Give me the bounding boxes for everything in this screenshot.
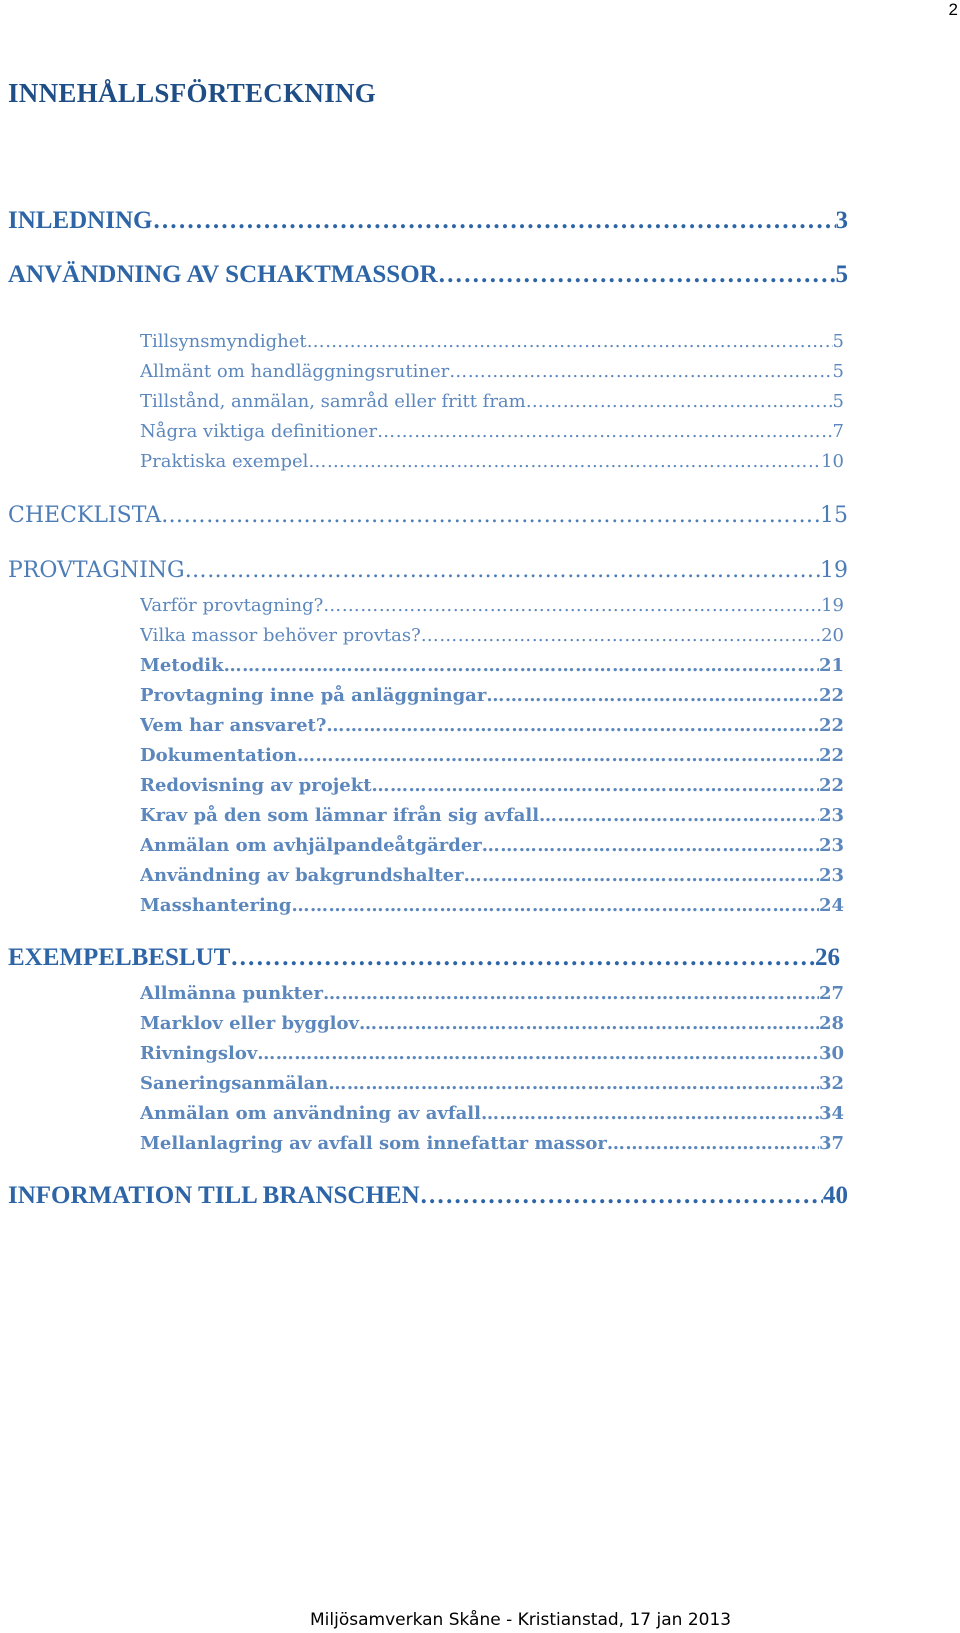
toc-entry-label: Saneringsanmälan bbox=[140, 1073, 329, 1094]
toc-leader-dots bbox=[607, 1133, 819, 1154]
toc-entry-label: EXEMPELBESLUT bbox=[8, 944, 231, 971]
toc-entry-label: PROVTAGNING bbox=[8, 558, 185, 583]
toc-entry-masshantering[interactable] bbox=[140, 895, 844, 916]
toc-entry-page: 26 bbox=[815, 944, 840, 971]
toc-leader-dots bbox=[526, 391, 833, 412]
toc-entry-page: 22 bbox=[818, 715, 844, 736]
toc-entry-vilka-massor[interactable] bbox=[140, 625, 844, 646]
toc-entry-saneringsanmalan[interactable] bbox=[140, 1073, 844, 1094]
toc-entry-krav-avfall[interactable] bbox=[140, 805, 844, 826]
toc-leader-dots bbox=[328, 1073, 819, 1094]
toc-entry-label: Redovisning av projekt bbox=[140, 775, 372, 796]
toc-entry-page: 5 bbox=[832, 391, 844, 412]
toc-entry-label: Vilka massor behöver provtas? bbox=[140, 625, 421, 646]
toc-entry-definitioner[interactable] bbox=[140, 421, 844, 442]
toc-leader-dots bbox=[297, 745, 819, 766]
toc-entry-page: 32 bbox=[818, 1073, 844, 1094]
toc-entry-label: Marklov eller bygglov bbox=[140, 1013, 359, 1034]
toc-leader-dots bbox=[230, 944, 815, 972]
toc-leader-dots bbox=[539, 805, 819, 826]
toc-entry-label: ANVÄNDNING AV SCHAKTMASSOR bbox=[8, 261, 438, 288]
toc-leader-dots bbox=[464, 865, 819, 886]
toc-entry-label: INFORMATION TILL BRANSCHEN bbox=[8, 1182, 420, 1209]
toc-entry-page: 10 bbox=[821, 451, 844, 472]
toc-leader-dots bbox=[257, 1043, 819, 1064]
toc-entry-page: 34 bbox=[818, 1103, 844, 1124]
toc-entry-page: 5 bbox=[832, 361, 844, 382]
toc-entry-page: 22 bbox=[818, 685, 844, 706]
toc-entry-page: 15 bbox=[820, 503, 848, 528]
toc-leader-dots bbox=[323, 595, 821, 616]
toc-entry-label: Rivningslov bbox=[140, 1043, 258, 1064]
toc-leader-dots bbox=[486, 685, 819, 706]
toc-entry-label: Allmänna punkter bbox=[140, 983, 323, 1004]
toc-leader-dots bbox=[482, 835, 819, 856]
toc-entry-praktiska-exempel[interactable] bbox=[140, 451, 844, 472]
toc-entry-page: 20 bbox=[821, 625, 844, 646]
toc-entry-page: 40 bbox=[823, 1182, 848, 1209]
toc-leader-dots bbox=[481, 1103, 819, 1124]
toc-entry-provtagning[interactable] bbox=[8, 558, 848, 583]
toc-heading: INNEHÅLLSFÖRTECKNING bbox=[8, 78, 377, 108]
page-footer: Miljösamverkan Skåne - Kristianstad, 17 jan 2013 bbox=[310, 1610, 732, 1630]
toc-entry-label: Provtagning inne på anläggningar bbox=[140, 685, 487, 706]
toc-entry-label: Användning av bakgrundshalter bbox=[140, 865, 464, 886]
toc-entry-inledning[interactable] bbox=[8, 207, 848, 235]
toc-leader-dots bbox=[421, 625, 821, 646]
toc-entry-information-branschen[interactable] bbox=[8, 1182, 848, 1210]
toc-entry-label: CHECKLISTA bbox=[8, 503, 162, 528]
toc-entry-tillsynsmyndighet[interactable] bbox=[140, 331, 844, 352]
toc-leader-dots bbox=[185, 558, 820, 583]
toc-entry-label: INLEDNING bbox=[8, 207, 153, 234]
toc-leader-dots bbox=[323, 983, 819, 1004]
toc-leader-dots bbox=[359, 1013, 819, 1034]
toc-entry-page: 5 bbox=[835, 261, 848, 288]
toc-leader-dots bbox=[377, 421, 832, 442]
toc-entry-page: 19 bbox=[820, 558, 848, 583]
toc-entry-label: Metodik bbox=[140, 655, 224, 676]
toc-leader-dots bbox=[152, 207, 835, 235]
toc-entry-page: 3 bbox=[835, 207, 848, 234]
toc-leader-dots bbox=[420, 1182, 823, 1210]
toc-entry-page: 30 bbox=[818, 1043, 844, 1064]
toc-entry-exempelbeslut[interactable] bbox=[8, 944, 840, 972]
toc-entry-label: Vem har ansvaret? bbox=[140, 715, 327, 736]
toc-leader-dots bbox=[291, 895, 818, 916]
toc-leader-dots bbox=[438, 261, 836, 289]
page-number: 2 bbox=[948, 0, 958, 19]
toc-entry-anvandning-av-schaktmassor[interactable] bbox=[8, 261, 848, 289]
toc-entry-tillstand-anmalan[interactable] bbox=[140, 391, 844, 412]
toc-entry-bakgrundshalter[interactable] bbox=[140, 865, 844, 886]
toc-entry-label: Tillsynsmyndighet bbox=[140, 331, 307, 352]
toc-entry-provtagning-anlaggningar[interactable] bbox=[140, 685, 844, 706]
toc-entry-rivningslov[interactable] bbox=[140, 1043, 844, 1064]
toc-entry-anmalan-avfall[interactable] bbox=[140, 1103, 844, 1124]
toc-entry-label: Varför provtagning? bbox=[140, 595, 324, 616]
toc-entry-avhjalpandeatgarder[interactable] bbox=[140, 835, 844, 856]
toc-entry-page: 23 bbox=[818, 835, 844, 856]
toc-entry-redovisning[interactable] bbox=[140, 775, 844, 796]
toc-leader-dots bbox=[307, 331, 833, 352]
toc-leader-dots bbox=[308, 451, 821, 472]
toc-entry-page: 22 bbox=[818, 745, 844, 766]
toc-entry-page: 24 bbox=[818, 895, 844, 916]
toc-entry-page: 19 bbox=[821, 595, 844, 616]
toc-entry-marklov-bygglov[interactable] bbox=[140, 1013, 844, 1034]
toc-leader-dots bbox=[161, 503, 820, 528]
toc-entry-label: Anmälan om användning av avfall bbox=[140, 1103, 481, 1124]
toc-leader-dots bbox=[449, 361, 832, 382]
toc-entry-page: 5 bbox=[832, 331, 844, 352]
toc-entry-label: Dokumentation bbox=[140, 745, 297, 766]
toc-entry-allmanna-punkter[interactable] bbox=[140, 983, 844, 1004]
toc-entry-page: 21 bbox=[818, 655, 844, 676]
toc-entry-page: 23 bbox=[818, 805, 844, 826]
toc-entry-mellanlagring[interactable] bbox=[140, 1133, 844, 1154]
toc-entry-label: Masshantering bbox=[140, 895, 292, 916]
toc-entry-handlaggningsrutiner[interactable] bbox=[140, 361, 844, 382]
toc-entry-page: 7 bbox=[832, 421, 844, 442]
toc-entry-label: Allmänt om handläggningsrutiner bbox=[140, 361, 450, 382]
toc-entry-page: 23 bbox=[818, 865, 844, 886]
toc-entry-page: 28 bbox=[818, 1013, 844, 1034]
toc-entry-label: Krav på den som lämnar ifrån sig avfall bbox=[140, 805, 540, 826]
toc-leader-dots bbox=[326, 715, 819, 736]
toc-leader-dots bbox=[372, 775, 819, 796]
toc-entry-checklista[interactable] bbox=[8, 503, 848, 528]
toc-entry-page: 22 bbox=[818, 775, 844, 796]
toc-entry-vem-har-ansvaret[interactable] bbox=[140, 715, 844, 736]
toc-entry-label: Praktiska exempel bbox=[140, 451, 309, 472]
toc-entry-metodik[interactable] bbox=[140, 655, 844, 676]
toc-entry-varfor-provtagning[interactable] bbox=[140, 595, 844, 616]
toc-entry-label: Mellanlagring av avfall som innefattar massor bbox=[140, 1133, 607, 1154]
toc-entry-label: Anmälan om avhjälpandeåtgärder bbox=[140, 835, 482, 856]
toc-leader-dots bbox=[224, 655, 819, 676]
toc-entry-label: Några viktiga definitioner bbox=[140, 421, 378, 442]
toc-entry-page: 37 bbox=[818, 1133, 844, 1154]
toc-entry-page: 27 bbox=[818, 983, 844, 1004]
toc-entry-dokumentation[interactable] bbox=[140, 745, 844, 766]
toc-entry-label: Tillstånd, anmälan, samråd eller fritt fram bbox=[140, 391, 526, 412]
